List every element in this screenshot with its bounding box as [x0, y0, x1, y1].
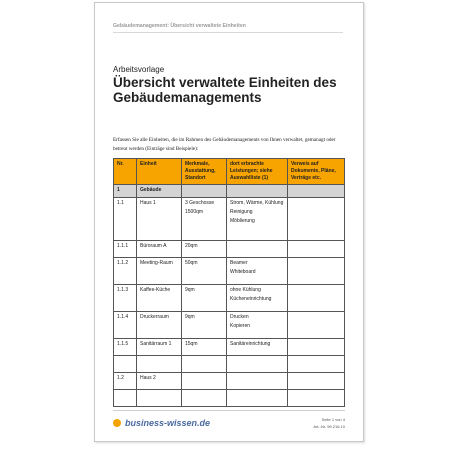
row-features-entry: 20qm [185, 243, 198, 249]
row-services [227, 373, 288, 390]
row-services-entry: ohne Kühlung [230, 287, 261, 293]
running-header: Gebäudemanagement: Übersicht verwaltete Einheiten [113, 23, 343, 33]
table-row [114, 312, 345, 339]
row-features [182, 373, 227, 390]
row-references [288, 241, 345, 258]
row-services-entry: Kücheneinrichtung [230, 296, 272, 302]
row-services-entry: Reinigung [230, 209, 253, 215]
row-services [227, 258, 288, 285]
row-services [227, 285, 288, 312]
row-services [227, 356, 288, 373]
page-number: Seite 1 von 4 [321, 417, 345, 422]
row-references [288, 339, 345, 356]
table-row [114, 285, 345, 312]
column-header-services: dort erbrachte Leistungen; siehe Auswahlliste (1) [227, 159, 288, 185]
row-unit: Haus 1 [137, 198, 182, 241]
units-table [113, 158, 345, 407]
group-row [114, 185, 345, 198]
table-header-row [114, 159, 345, 185]
row-services-entry: Sanitäreinrichtung [230, 341, 271, 347]
row-nr: 1.1.5 [114, 339, 137, 356]
row-services [227, 312, 288, 339]
row-nr: 1.1 [114, 198, 137, 241]
logo-dot-icon [113, 419, 121, 427]
row-features [182, 285, 227, 312]
table-row [114, 258, 345, 285]
row-services-entry: Beamer [230, 260, 248, 266]
footer-divider [113, 410, 345, 411]
row-services [227, 390, 288, 407]
row-features [182, 312, 227, 339]
row-nr: 1.1.4 [114, 312, 137, 339]
row-unit: Druckerraum [137, 312, 182, 339]
logo-text: business-wissen.de [125, 418, 211, 428]
row-services [227, 198, 288, 241]
row-references [288, 312, 345, 339]
group-nr: 1 [114, 185, 137, 198]
row-services [227, 339, 288, 356]
row-unit [137, 390, 182, 407]
row-features [182, 390, 227, 407]
row-nr [114, 356, 137, 373]
row-services-entry: Whiteboard [230, 269, 256, 275]
column-header-nr: Nr. [114, 159, 137, 185]
column-header-features: Merkmale, Ausstattung, Standort [182, 159, 227, 185]
row-unit: Kaffee-Küche [137, 285, 182, 312]
row-features-entry: 15qm [185, 341, 198, 347]
row-features-entry: 1500qm [185, 209, 204, 215]
row-unit: Sanitärraum 1 [137, 339, 182, 356]
row-unit: Haus 2 [137, 373, 182, 390]
row-unit: Meeting-Raum [137, 258, 182, 285]
row-services [227, 241, 288, 258]
row-features [182, 241, 227, 258]
row-services-entry: Drucken [230, 314, 249, 320]
table-row [114, 373, 345, 390]
row-unit [137, 356, 182, 373]
row-references [288, 285, 345, 312]
row-references [288, 258, 345, 285]
table-row [114, 356, 345, 373]
table-row [114, 339, 345, 356]
row-nr [114, 390, 137, 407]
document-kicker: Arbeitsvorlage [113, 65, 165, 74]
article-number: Art.-Nr. 99.216.10 [313, 424, 345, 429]
row-nr: 1.1.1 [114, 241, 137, 258]
row-references [288, 373, 345, 390]
table-row [114, 390, 345, 407]
row-features-entry: 3 Geschosse [185, 200, 215, 206]
row-references [288, 390, 345, 407]
business-wissen-logo [113, 418, 210, 428]
row-features [182, 339, 227, 356]
intro-paragraph: Erfassen Sie alle Einheiten, die im Rahmen des Gebäudemanagements von Ihnen verwaltet, gemanagt oder betreut werden (Einträge sind Beispiele): [113, 137, 336, 152]
row-nr: 1.2 [114, 373, 137, 390]
row-features [182, 198, 227, 241]
page-info [313, 416, 345, 430]
column-header-unit: Einheit [137, 159, 182, 185]
column-header-references: Verweis auf Dokumente, Pläne, Verträge etc. [288, 159, 345, 185]
group-label: Gebäude [137, 185, 182, 198]
table-row [114, 241, 345, 258]
row-services-entry: Strom, Wärme, Kühlung [230, 200, 284, 206]
document-title: Übersicht verwaltete Einheiten des Gebäudemanagements [113, 75, 337, 105]
row-references [288, 356, 345, 373]
row-services-entry: Kopieren [230, 323, 251, 329]
row-features [182, 356, 227, 373]
row-features-entry: 9qm [185, 314, 195, 320]
row-features-entry: 50qm [185, 260, 198, 266]
row-unit: Büroraum A [137, 241, 182, 258]
row-references [288, 198, 345, 241]
document-page [94, 2, 364, 442]
row-nr: 1.1.3 [114, 285, 137, 312]
table-row [114, 198, 345, 241]
row-nr: 1.1.2 [114, 258, 137, 285]
row-services-entry: Möblierung [230, 218, 255, 224]
row-features [182, 258, 227, 285]
row-features-entry: 9qm [185, 287, 195, 293]
